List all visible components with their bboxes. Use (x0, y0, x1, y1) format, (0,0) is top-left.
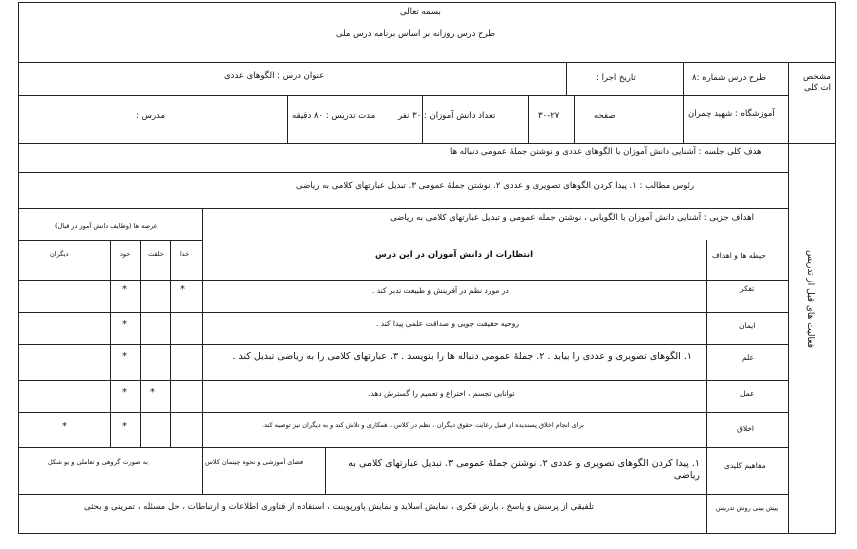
star-faith-self: * (122, 319, 127, 330)
partial-goals: اهداف جزیی : آشنایی دانش آموزان با الگویابی ، نوشتن جمله عمومی و تبدیل عبارتهای کلامی به ریاضی (390, 213, 754, 223)
border-top (18, 2, 836, 3)
border-left (18, 2, 19, 534)
teacher-label: مدرس : (136, 111, 166, 121)
key-concepts-text: ۱. پیدا کردن الگوهای تصویری و عددی ۲. نوشتن جملهٔ عمومی ۳. تبدیل عبارتهای کلامی به ریاضی (348, 458, 700, 481)
expectation-science: ۱. الگوهای تصویری و عددی را بیابد . ۲. جملهٔ عمومی دنباله ها را بنویسد . ۳. عبارتهای کلامی را به ریاضی تبدیل کند . (232, 351, 692, 362)
page-subtitle: طرح درس روزانه بر اساس برنامه درس ملی (336, 29, 496, 39)
teaching-method-text: تلفیقی از پرسش و پاسخ ، بارش فکری ، نمایش اسلاید و نمایش پاورپوینت ، استفاده از فناوری اطلاعات و ارتباطات ، حل مسئله ، تمرینی و بحثی (84, 502, 595, 512)
lesson-duration: مدت تدریس : ۸۰ دقیقه (292, 111, 376, 121)
row-line-4 (18, 380, 789, 381)
students-count: تعداد دانش آموزان : ۳۰ نفر (398, 111, 496, 121)
star-science-self: * (122, 351, 127, 362)
creation-col-line (140, 240, 141, 448)
border-bottom (18, 533, 836, 534)
page-label: صفحه (594, 111, 616, 121)
exec-date: تاریخ اجرا : (596, 73, 636, 83)
col-self: خود (120, 250, 131, 258)
row-line-2 (18, 312, 789, 313)
info-divider-5 (528, 95, 529, 144)
info-divider-7 (287, 95, 288, 144)
teaching-method-label: پیش بینی روش تدریس (716, 504, 779, 512)
group-arrangement: به صورت گروهی و تعاملی و یو شکل (48, 458, 148, 466)
general-goal: هدف کلی جلسه : آشنایی دانش آموزان با الگوهای عددی و نوشتن جملهٔ عمومی دنباله ها (450, 147, 762, 157)
border-right (835, 2, 836, 534)
domain-science: علم (742, 353, 754, 362)
col-god: خدا (180, 250, 190, 258)
col-creation: خلقت (148, 250, 164, 258)
bismillah: بسمه تعالی (400, 7, 441, 17)
star-ethics-others: * (62, 421, 67, 432)
specs-bottom-line (18, 143, 836, 144)
space-col-line (202, 447, 203, 495)
lesson-plan-number: طرح درس شماره :۸ (692, 73, 766, 83)
domain-thinking: تفکر (740, 284, 755, 293)
row-line-7 (18, 494, 789, 495)
page-value: ۳۰-۲۷ (538, 111, 560, 121)
concepts-col-line (325, 447, 326, 495)
row-line-3 (18, 344, 789, 345)
arenas-header: عرصه ها (وظایف دانش آموز در قبال) (55, 222, 158, 230)
star-action-creation: * (150, 387, 155, 398)
info-divider-4 (574, 95, 575, 144)
expectation-ethics: برای انجام اخلاق پسندیده از قبیل رعایت حقوق دیگران ، نظم در کلاس ، همکاری و تلاش کند و به دیگران نیز توصیه کند. (262, 421, 584, 429)
domain-action: عمل (740, 389, 755, 398)
goals-line-1 (18, 172, 789, 173)
row-line-1 (18, 280, 789, 281)
star-thinking-self: * (122, 284, 127, 295)
domain-col-line (706, 240, 707, 534)
header-bottom-line (18, 62, 836, 63)
key-concepts-label: مفاهیم کلیدی (724, 461, 766, 470)
specs-label: مشخص ات کلی (802, 72, 831, 93)
activities-label: فعالیت های قبل از تدریس (805, 250, 815, 348)
learning-space-label: فضای آموزشی و نحوه چینمان کلاس (205, 458, 304, 466)
expectation-action: توانایی تجسم ، اختراع و تعمیم را گسترش دهد. (368, 389, 515, 398)
star-ethics-self: * (122, 421, 127, 432)
col-others: دیگران (50, 250, 69, 258)
info-divider-3 (683, 95, 684, 144)
domain-ethics: اخلاق (737, 424, 755, 433)
school-name: آموزشگاه : شهید چمران (688, 109, 775, 119)
domain-faith: ایمان (739, 321, 756, 330)
expect-col-line (202, 208, 203, 448)
lesson-title: عنوان درس : الگوهای عددی (224, 71, 325, 81)
info-row-line (18, 95, 789, 96)
side-column-line (788, 62, 789, 534)
expectations-header: انتظارات از دانش آموزان در این درس (375, 250, 534, 260)
goals-line-2 (18, 208, 789, 209)
self-col-line (110, 240, 111, 448)
god-col-line (170, 240, 171, 448)
expectation-thinking: در مورد نظم در آفرینش و طبیعت تدبر کند . (372, 286, 509, 295)
star-thinking-god: * (180, 284, 185, 295)
row-line-5 (18, 412, 789, 413)
expectation-faith: روحیه حقیقت جویی و صداقت علمی پیدا کند . (376, 319, 519, 328)
main-topics: رئوس مطالب : ۱. پیدا کردن الگوهای تصویری و عددی ۲. نوشتن جملهٔ عمومی ۳. تبدیل عبارتهای کلامی به ریاضی (296, 181, 695, 191)
info-divider-2 (566, 62, 567, 96)
info-divider-1 (683, 62, 684, 96)
star-action-self: * (122, 387, 127, 398)
row-line-6 (18, 447, 789, 448)
domains-header: حیطه ها و اهداف (712, 251, 766, 260)
